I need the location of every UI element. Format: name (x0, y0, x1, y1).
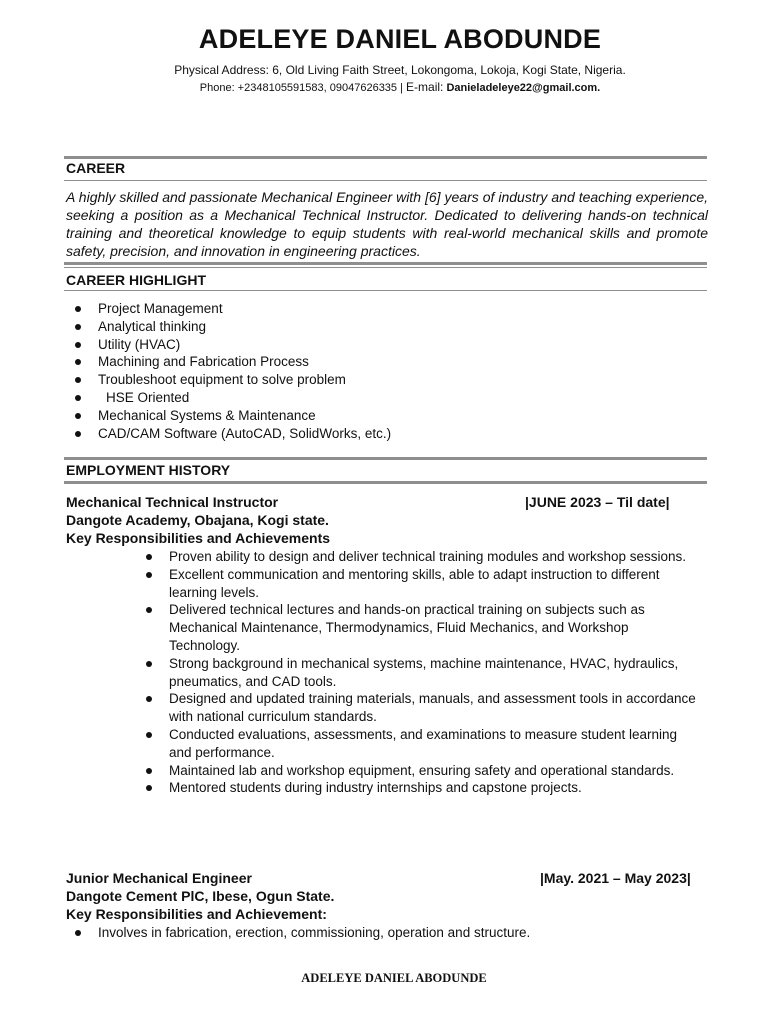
job-date: |May. 2021 – May 2023| (540, 870, 691, 886)
footer-name: ADELEYE DANIEL ABODUNDE (301, 971, 487, 985)
email-label: E-mail: (406, 80, 444, 94)
list-item: Involves in fabrication, erection, commissioning, operation and structure. (66, 924, 530, 942)
list-item: Designed and updated training materials, manuals, and assessment tools in accordance with national curriculum standards. (142, 690, 702, 726)
candidate-name: ADELEYE DANIEL ABODUNDE (198, 24, 602, 54)
company-name: Dangote Academy, Obajana, Kogi state. (66, 512, 329, 528)
responsibilities-list (142, 548, 702, 797)
list-item: Conducted evaluations, assessments, and examinations to measure student learning and performance. (142, 726, 702, 762)
responsibilities-heading: Key Responsibilities and Achievement: (66, 906, 327, 922)
career-highlight-list (66, 300, 391, 442)
job-date: |JUNE 2023 – Til date| (525, 494, 670, 510)
list-item: Excellent communication and mentoring skills, able to adapt instruction to different learning levels. (142, 566, 702, 602)
list-item: Utility (HVAC) (66, 336, 391, 354)
list-item: Mechanical Systems & Maintenance (66, 407, 391, 425)
list-item: Proven ability to design and deliver technical training modules and workshop sessions. (142, 548, 702, 566)
section-divider (64, 457, 707, 460)
phone-numbers: Phone: +2348105591583, 09047626335 | (199, 82, 403, 94)
list-item: Machining and Fabrication Process (66, 353, 391, 371)
responsibilities-heading: Key Responsibilities and Achievements (66, 530, 331, 546)
list-item: Delivered technical lectures and hands-on practical training on subjects such as Mechanical Maintenance, Thermodynamics, Fluid Mechanics, and Workshop Technology. (142, 601, 702, 654)
email-address[interactable]: Danieladeleye22@gmail.com. (446, 82, 601, 94)
responsibilities-list (66, 924, 530, 942)
section-divider (64, 180, 707, 181)
list-item: Strong background in mechanical systems, machine maintenance, HVAC, hydraulics, pneumatics, and CAD tools. (142, 655, 702, 691)
company-name: Dangote Cement PlC, Ibese, Ogun State. (66, 888, 335, 904)
section-divider (64, 262, 707, 265)
section-divider (64, 481, 707, 484)
career-summary: A highly skilled and passionate Mechanical Engineer with [6] years of industry and teaching experience, seeking a position as a Mechanical Technical Instructor. Dedicated to delivering hands-on technical training and theoretical knowledge to equip students with real-world mechanical skills and promote safety, precision, and innovation in engineering practices. (66, 189, 708, 259)
list-item: HSE Oriented (66, 389, 391, 407)
section-title-career-highlight: CAREER HIGHLIGHT (66, 272, 206, 288)
list-item: Troubleshoot equipment to solve problem (66, 371, 391, 389)
section-title-employment-history: EMPLOYMENT HISTORY (66, 462, 231, 478)
section-divider (64, 290, 707, 291)
physical-address: Physical Address: 6, Old Living Faith Street, Lokongoma, Lokoja, Kogi State, Nigeria. (174, 63, 626, 77)
section-divider (64, 267, 707, 268)
job-title: Mechanical Technical Instructor (66, 494, 279, 510)
list-item: Analytical thinking (66, 318, 391, 336)
section-title-career: CAREER (66, 160, 126, 176)
list-item: Mentored students during industry internships and capstone projects. (142, 779, 702, 797)
list-item: Maintained lab and workshop equipment, ensuring safety and operational standards. (142, 762, 702, 780)
job-title: Junior Mechanical Engineer (66, 870, 252, 886)
list-item: Project Management (66, 300, 391, 318)
list-item: CAD/CAM Software (AutoCAD, SolidWorks, etc.) (66, 425, 391, 443)
contact-line (0, 80, 768, 94)
section-divider (64, 156, 707, 159)
